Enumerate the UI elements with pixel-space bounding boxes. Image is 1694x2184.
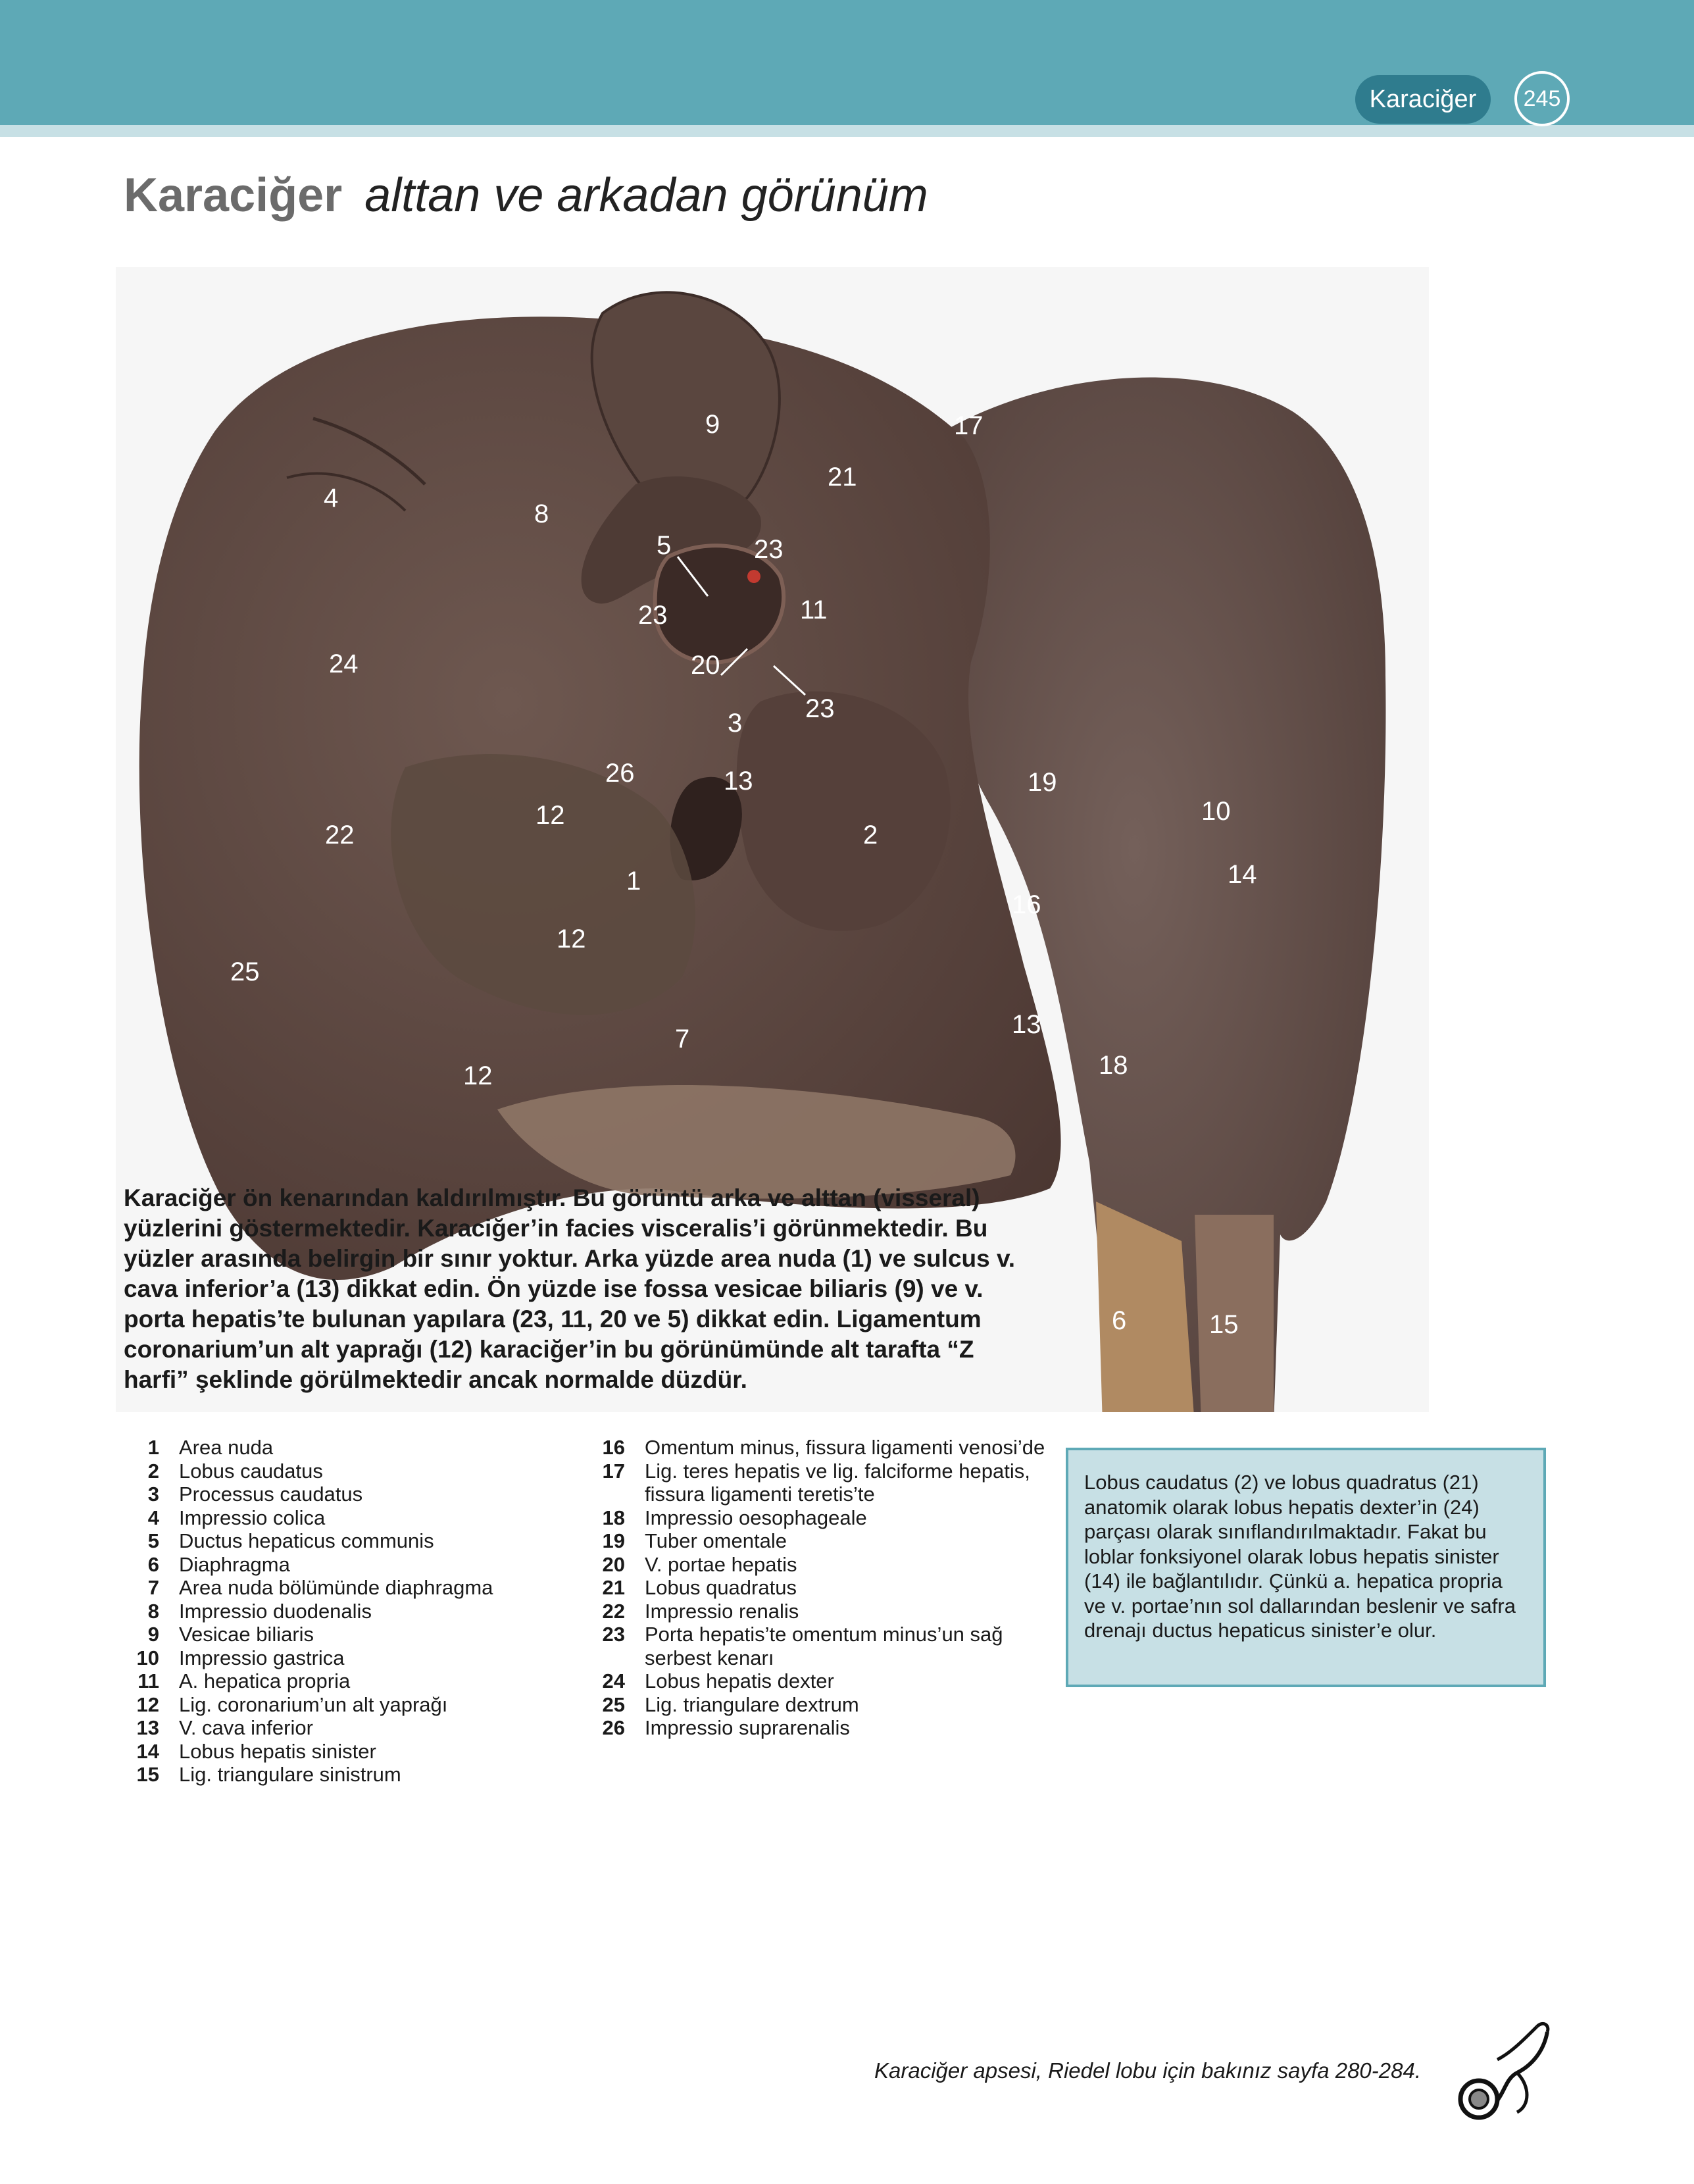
legend-item [589, 1436, 1050, 1460]
legend-number: 10 [136, 1646, 159, 1669]
legend-number: 5 [147, 1529, 159, 1552]
legend-number: 22 [602, 1599, 625, 1623]
legend-right [589, 1436, 1050, 1740]
legend-number: 11 [137, 1669, 159, 1692]
legend-number: 9 [147, 1623, 159, 1646]
callout-13a: 13 [724, 767, 753, 796]
legend-item [124, 1553, 584, 1577]
hepatic-artery-dot [747, 570, 760, 583]
legend-item [124, 1600, 584, 1623]
page-number: 245 [1514, 71, 1570, 126]
legend-item [589, 1553, 1050, 1577]
legend-number: 19 [602, 1529, 625, 1552]
legend-label: Lig. teres hepatis ve lig. falciforme hepatis, fissura ligamenti teretis’te [645, 1459, 1030, 1506]
callout-21: 21 [828, 463, 857, 492]
legend-item [124, 1436, 584, 1460]
figure-caption: Karaciğer ön kenarından kaldırılmıştır. Bu görüntü arka ve alttan (visseral) yüzlerini göstermektedir. Karaciğer’in facies visceralis’i görünmektedir. Bu yüzler arasında belirgin bir sınır yoktur. Arka yüzde area nuda (1) ve sulcus v. cava inferior’a (13) dikkat edin. Ön yüzde ise fossa vesicae biliaris (9) ve v. porta hepatis’te bulunan yapılara (23, 11, 20 ve 5) dikkat edin. Ligamentum coronarium’un alt yaprağı (12) karaciğer’in bu görünümünde alt tarafta “Z harfi” şeklinde görülmektedir ancak normalde düzdür. [124, 1184, 1016, 1393]
legend-number: 21 [602, 1576, 625, 1599]
legend-item [589, 1716, 1050, 1740]
legend-item [589, 1529, 1050, 1553]
callout-16: 16 [1012, 890, 1041, 919]
legend-item [589, 1506, 1050, 1530]
callout-12a: 12 [536, 801, 565, 830]
legend-left [124, 1436, 584, 1787]
legend-number: 24 [602, 1669, 625, 1692]
legend-label: Lobus hepatis sinister [179, 1739, 376, 1763]
legend-number: 20 [602, 1552, 625, 1576]
legend-item [124, 1693, 584, 1717]
callout-26: 26 [605, 759, 635, 788]
legend-label: Lobus quadratus [645, 1576, 797, 1599]
clinical-note-text: Lobus caudatus (2) ve lobus quadratus (21) anatomik olarak lobus hepatis dexter’in (24) parçası olarak sınıflandırılmaktadır. Fakat bu loblar fonksiyonel olarak lobus hepatis sinister (14) ile bağlantılıdır. Çünkü a. hepatica propria ve v. portae’nın sol dallarından beslenir ve safra drenajı ductus hepaticus sinister’e olur. [1084, 1471, 1516, 1642]
legend-label: A. hepatica propria [179, 1669, 351, 1692]
legend-number: 17 [602, 1459, 625, 1483]
callout-15: 15 [1209, 1310, 1239, 1339]
callout-18: 18 [1099, 1051, 1128, 1080]
callout-12b: 12 [557, 925, 586, 953]
legend-item [124, 1763, 584, 1787]
legend-number: 7 [147, 1576, 159, 1599]
legend-label: Impressio renalis [645, 1599, 799, 1623]
callout-1: 1 [626, 867, 641, 896]
legend-number: 8 [147, 1599, 159, 1623]
legend-label: Lobus caudatus [179, 1459, 323, 1483]
legend-item [124, 1576, 584, 1600]
callout-7: 7 [675, 1025, 690, 1054]
legend-label: V. portae hepatis [645, 1552, 797, 1576]
legend-number: 3 [147, 1483, 159, 1506]
title-subtitle: alttan ve arkadan görünüm [364, 169, 928, 222]
legend-item [589, 1460, 1050, 1506]
header-rule [0, 125, 1694, 137]
legend-label: Impressio duodenalis [179, 1599, 372, 1623]
legend-label: Lig. triangulare sinistrum [179, 1763, 401, 1786]
callout-12c: 12 [463, 1061, 493, 1090]
legend-label: Area nuda bölümünde diaphragma [179, 1576, 493, 1599]
legend-item [124, 1483, 584, 1506]
legend-item [589, 1600, 1050, 1623]
legend-label: Lig. triangulare dextrum [645, 1692, 859, 1716]
legend-item [589, 1693, 1050, 1717]
legend-label: Diaphragma [179, 1552, 290, 1576]
legend-item [589, 1669, 1050, 1693]
clinical-note-box [1066, 1448, 1546, 1687]
callout-17: 17 [954, 411, 984, 440]
stethoscope-icon [1445, 2014, 1557, 2125]
callout-23c: 23 [805, 694, 835, 723]
callout-13b: 13 [1012, 1010, 1041, 1039]
callout-6: 6 [1112, 1306, 1127, 1335]
callout-23a: 23 [754, 535, 784, 564]
legend-label: Impressio oesophageale [645, 1506, 867, 1529]
callout-25: 25 [230, 957, 260, 986]
legend-number: 4 [147, 1506, 159, 1529]
legend-number: 18 [602, 1506, 625, 1529]
legend-label: Lobus hepatis dexter [645, 1669, 834, 1692]
legend-item [124, 1669, 584, 1693]
callout-5: 5 [657, 531, 672, 560]
legend-number: 12 [136, 1692, 159, 1716]
legend-label: Impressio colica [179, 1506, 326, 1529]
legend-item [124, 1716, 584, 1740]
callout-2: 2 [863, 821, 878, 850]
legend-number: 15 [136, 1763, 159, 1786]
callout-9: 9 [705, 410, 720, 439]
legend-item [589, 1623, 1050, 1669]
legend-label: Ductus hepaticus communis [179, 1529, 434, 1552]
callout-4: 4 [324, 484, 339, 513]
legend-number: 13 [136, 1716, 159, 1739]
callout-19: 19 [1028, 768, 1057, 797]
legend-label: Tuber omentale [645, 1529, 787, 1552]
legend-label: Impressio gastrica [179, 1646, 345, 1669]
legend-number: 1 [147, 1436, 159, 1459]
legend-label: Lig. coronarium’un alt yaprağı [179, 1692, 448, 1716]
legend-item [124, 1460, 584, 1483]
footer-reference: Karaciğer apsesi, Riedel lobu için bakınız sayfa 280-284. [874, 2058, 1421, 2083]
callout-20: 20 [691, 651, 720, 680]
legend-label: Processus caudatus [179, 1483, 363, 1506]
callout-22: 22 [325, 821, 355, 850]
callout-23b: 23 [638, 601, 668, 630]
legend-item [124, 1506, 584, 1530]
legend-number: 16 [602, 1436, 625, 1459]
legend-number: 14 [136, 1739, 159, 1763]
legend-label: Porta hepatis’te omentum minus’un sağ serbest kenarı [645, 1623, 1003, 1669]
legend-number: 6 [147, 1552, 159, 1576]
callout-3: 3 [728, 709, 743, 738]
callout-10: 10 [1201, 797, 1231, 826]
chapter-tab: Karaciğer [1355, 75, 1491, 124]
callout-8: 8 [534, 499, 549, 528]
callout-14: 14 [1228, 860, 1257, 889]
callout-11: 11 [800, 596, 828, 624]
legend-label: V. cava inferior [179, 1716, 313, 1739]
legend-item [124, 1529, 584, 1553]
legend-number: 2 [147, 1459, 159, 1483]
legend-label: Area nuda [179, 1436, 274, 1459]
legend-number: 26 [602, 1716, 625, 1739]
legend-item [589, 1576, 1050, 1600]
legend-label: Impressio suprarenalis [645, 1716, 850, 1739]
legend-label: Vesicae biliaris [179, 1623, 314, 1646]
legend-number: 25 [602, 1692, 625, 1716]
title-main: Karaciğer [124, 169, 343, 222]
legend-item [124, 1646, 584, 1670]
legend-number: 23 [602, 1623, 625, 1646]
legend-label: Omentum minus, fissura ligamenti venosi’de [645, 1436, 1045, 1459]
legend-item [124, 1740, 584, 1764]
legend-item [124, 1623, 584, 1646]
page-title [124, 166, 928, 225]
callout-24: 24 [329, 649, 359, 678]
